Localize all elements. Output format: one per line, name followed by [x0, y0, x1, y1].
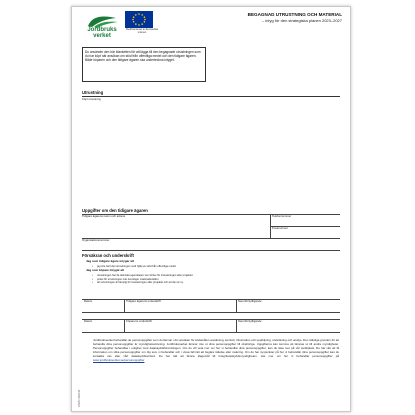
eu-flag-icon	[125, 11, 153, 28]
privacy-body: Jordbruksverket behandlar de personuppgifter som du lämnar i din ansökan för ändamålen ansökning, kontroll, information och uppföljning, utvärdering och analys. Den rättsliga grunden för att behandla dina personuppgifter är myndighetsutövning. Jordbruksverket lämnar inte ut dina personuppgifter till obehöriga. Uppgifterna kan komma att lämnas ut till andra myndigheter. Personuppgifter behandlas i enlighet med dataskyddsförordningen. Om du vill veta mer om hur vi behandlar dina personuppgifter, kan du läsa mer på vår webbplats. Du har rätt att få information om vilka personuppgifter om dig som vi behandlar och i vissa fall rätt att begära rättelse eller radering. Om du har synpunkter på hur vi behandlar dina personuppgifter kan du kontakta oss eller vårt dataskyddsombud. Du har rätt att lämna klagomål till Integritetsskyddsmyndigheten. Läs mer om hur vi behandlar personuppgifter på	[93, 338, 339, 359]
form-title: BEGAGNAD UTRUSTNING OCH MATERIAL	[247, 12, 342, 17]
org-number-label: Organisationsnummer	[82, 238, 110, 242]
owner-mid-line	[82, 238, 340, 239]
seller-bullet: • jag inte har köpt utrustningen med hjälp av stöd från offentliga medel.	[92, 265, 332, 269]
postal-label: Postnummer	[272, 226, 288, 230]
sign-divider	[124, 319, 125, 332]
logo-leaf-icon	[82, 14, 122, 28]
form-subtitle: – intyg för den strategiska planen 2023–2027	[261, 17, 342, 23]
seller-signature-label[interactable]: Tidigare ägarens underskrift	[126, 299, 161, 303]
equipment-section-title: Utrustning	[82, 90, 104, 95]
buyer-bullet: • utrustningen har de tekniska egenskaper som krävs för investeringen eller projektet	[92, 274, 332, 278]
seller-heading: Jag som tidigare ägare intygar att	[86, 259, 135, 263]
buyer-bullet: • att utrustningen är lämplig för investeringen eller projektet och att den är ny.	[92, 281, 332, 285]
equipment-field[interactable]	[82, 96, 340, 209]
owner-bottom-line	[82, 250, 340, 251]
buyer-heading: Jag som köpare intygar att	[86, 268, 125, 272]
buyer-bullets	[92, 274, 332, 285]
phone-label: Telefonnummer	[272, 214, 292, 218]
buyer-name-print-label[interactable]: Namnförtydligande	[238, 319, 262, 323]
sign-divider	[124, 299, 125, 312]
seller-sign-bottom-line	[82, 312, 340, 313]
privacy-link[interactable]: www.jordbruksverket.se/personuppgifter	[93, 358, 145, 363]
form-code: JBV/Fr 2023-01	[78, 389, 81, 407]
equipment-label: Köpt utrustning	[82, 97, 101, 101]
seller-bullets	[92, 265, 332, 269]
sign-divider	[236, 299, 237, 312]
buyer-signature-label[interactable]: Köparens underskrift	[126, 319, 152, 323]
buyer-sign-bottom-line	[82, 332, 340, 333]
seller-date-label[interactable]: Datum	[84, 299, 93, 303]
owner-name-label: Tidigare ägarens namn och adress	[82, 214, 126, 218]
logo-text: Jordbruks verket	[87, 27, 117, 39]
buyer-date-label[interactable]: Datum	[84, 319, 93, 323]
signature-section-title: Försäkran och underskrift	[82, 253, 134, 258]
owner-section-title: Uppgifter om den tidigare ägaren	[82, 208, 148, 213]
buyer-bullet: • priset för utrustningen inte överstiger marknadsvärdet	[92, 278, 332, 282]
document-page	[71, 6, 351, 412]
privacy-text	[93, 338, 339, 362]
buyer-sign-top-line	[82, 319, 340, 320]
sign-divider	[236, 319, 237, 332]
instruction-text: Du använder den här blanketten för att lägga till den begagnade utrustningen som du har köpt när ansökan om stöd från offentliga medel och den tidigare ägaren. Både köparen och den tidigare ägaren ska underteckna intyget.	[85, 50, 201, 63]
instruction-box	[82, 47, 206, 82]
seller-name-print-label[interactable]: Namnförtydligande	[238, 299, 262, 303]
eu-caption: Medfinansieras av Europeiska unionen	[125, 28, 159, 34]
seller-sign-top-line	[82, 299, 340, 300]
jordbruksverket-logo	[82, 14, 122, 44]
